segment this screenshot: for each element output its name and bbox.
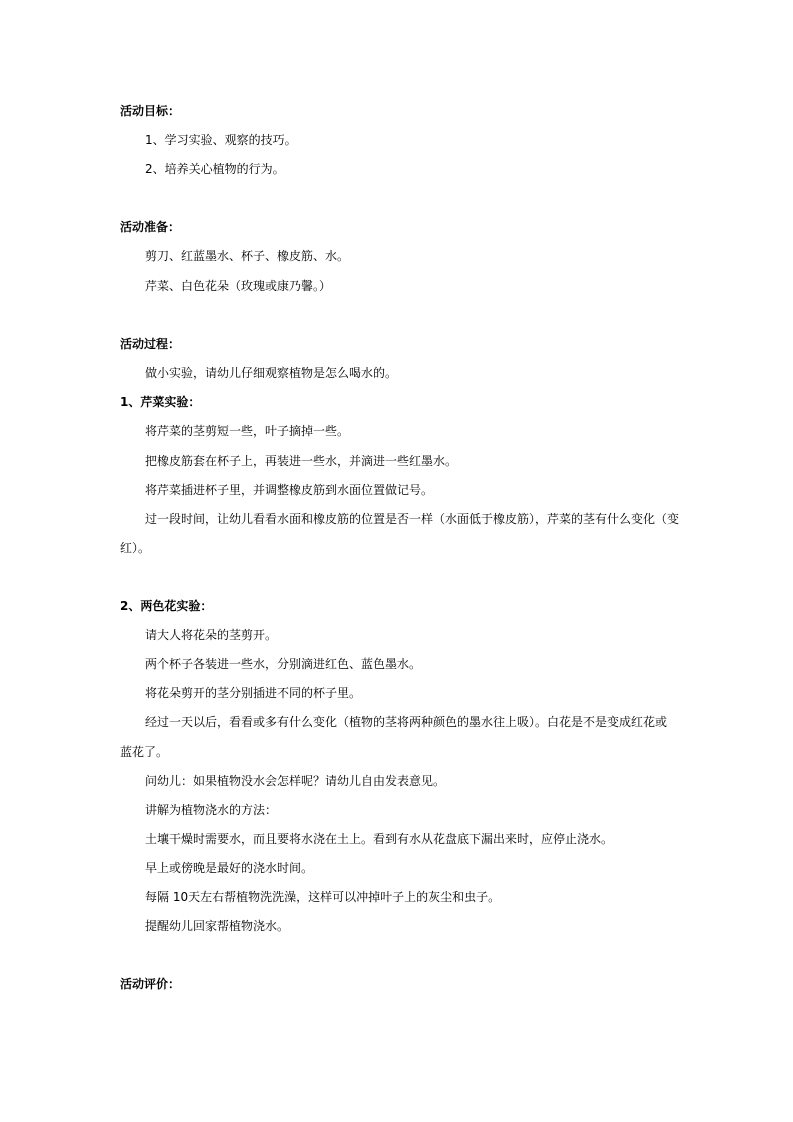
watering-method-2: 早上或傍晚是最好的浇水时间。 <box>145 861 314 875</box>
process-intro: 做小实验，请幼儿仔细观察植物是怎么喝水的。 <box>145 366 398 380</box>
flower-step-1: 请大人将花朵的茎剪开。 <box>145 628 278 642</box>
flower-experiment-heading: 2、两色花实验： <box>120 599 213 613</box>
flower-question: 问幼儿：如果植物没水会怎样呢？请幼儿自由发表意见。 <box>145 774 446 788</box>
watering-method-4: 提醒幼儿回家帮植物浇水。 <box>145 919 290 933</box>
celery-step-3: 将芹菜插进杯子里，并调整橡皮筋到水面位置做记号。 <box>145 483 434 497</box>
celery-experiment-heading: 1、芹菜实验： <box>120 395 201 409</box>
flower-step-2: 两个杯子各装进一些水，分别滴进红色、蓝色墨水。 <box>145 657 422 671</box>
evaluation-heading: 活动评价： <box>120 977 181 991</box>
preparation-heading: 活动准备： <box>120 220 181 234</box>
celery-observation-line-2: 红）。 <box>120 541 151 555</box>
watering-method-title: 讲解为植物浇水的方法： <box>145 803 278 817</box>
watering-method-1: 土壤干燥时需要水，而且要将水浇在土上。看到有水从花盘底下漏出来时，应停止浇水。 <box>145 832 614 846</box>
flower-observation-line-1: 经过一天以后，看看或多有什么变化（植物的茎将两种颜色的墨水往上吸）。白花是不是变成红花或 <box>145 715 668 729</box>
watering-method-3: 每隔 10天左右帮植物洗洗澡，这样可以冲掉叶子上的灰尘和虫子。 <box>145 890 501 904</box>
goals-heading: 活动目标： <box>120 104 181 118</box>
flower-step-3: 将花朵剪开的茎分别插进不同的杯子里。 <box>145 686 362 700</box>
process-heading: 活动过程： <box>120 337 181 351</box>
celery-observation-line-1: 过一段时间，让幼儿看看水面和橡皮筋的位置是否一样（水面低于橡皮筋），芹菜的茎有什么变化（变 <box>145 512 680 526</box>
goal-item-2: 2、培养关心植物的行为。 <box>145 162 285 176</box>
preparation-item-2: 芹菜、白色花朵（玫瑰或康乃馨。） <box>145 279 332 293</box>
flower-observation-line-2: 蓝花了。 <box>120 745 169 759</box>
celery-step-1: 将芹菜的茎剪短一些，叶子摘掉一些。 <box>145 424 350 438</box>
celery-step-2: 把橡皮筋套在杯子上，再装进一些水，并滴进一些红墨水。 <box>145 454 458 468</box>
preparation-item-1: 剪刀、红蓝墨水、杯子、橡皮筋、水。 <box>145 249 350 263</box>
goal-item-1: 1、学习实验、观察的技巧。 <box>145 133 297 147</box>
